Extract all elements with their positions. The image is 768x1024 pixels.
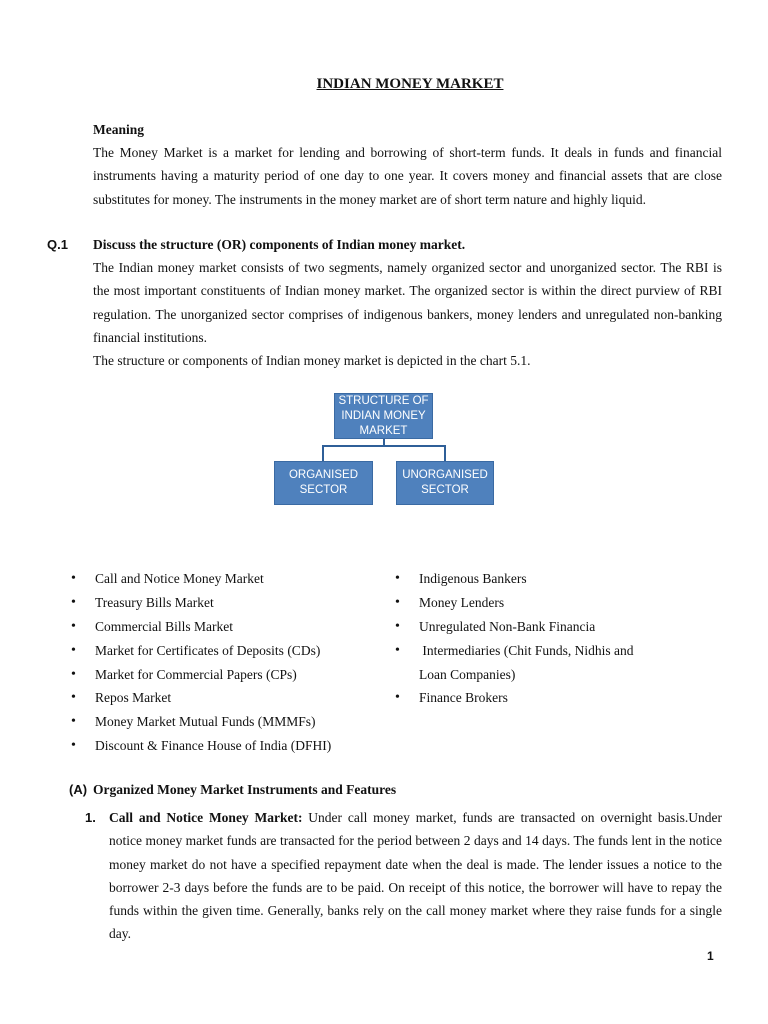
list-item: • Money Lenders <box>395 591 633 615</box>
item-text: Under call money market, funds are transacted on overnight basis.Under notice money market funds are transacted for the period between 2 days and 14 days. The funds lent in the notice money market do not have a specified repayment date when the deal is made. The lender issues a notice to the borrower 2-3 days before the funds are to be paid. On receipt of this notice, the borrower will have to repay the funds within the given time. Generally, banks rely on the call money market where they raise funds for a single day. <box>109 810 723 942</box>
list-item: • Treasury Bills Market <box>71 591 331 615</box>
page-number: 1 <box>707 949 714 963</box>
diagram-connector <box>444 445 446 461</box>
item-paragraph <box>109 806 722 946</box>
list-item: • Indigenous Bankers <box>395 567 633 591</box>
question-label: Q.1 <box>47 237 68 252</box>
list-item: • Unregulated Non-Bank Financia <box>395 615 633 639</box>
list-item: • Commercial Bills Market <box>71 615 331 639</box>
diagram-organised-box: ORGANISED SECTOR <box>274 461 373 505</box>
list-item: • Money Market Mutual Funds (MMMFs) <box>71 710 331 734</box>
item-heading: Call and Notice Money Market: <box>109 810 303 825</box>
diagram-connector <box>322 445 445 447</box>
list-item: • Call and Notice Money Market <box>71 567 331 591</box>
meaning-heading: Meaning <box>93 122 145 137</box>
section-heading: Organized Money Market Instruments and Features <box>93 782 397 797</box>
list-item-continuation: Loan Companies) <box>419 666 516 682</box>
page-title: INDIAN MONEY MARKET <box>316 76 504 92</box>
list-item: • Repos Market <box>71 686 331 710</box>
section-label: (A) <box>69 782 88 797</box>
diagram-unorganised-box: UNORGANISED SECTOR <box>396 461 494 505</box>
list-item: • Finance Brokers <box>395 686 633 710</box>
list-item: • Market for Commercial Papers (CPs) <box>71 663 331 687</box>
chart-reference: The structure or components of Indian money market is depicted in the chart 5.1. <box>93 353 531 368</box>
list-item: • Intermediaries (Chit Funds, Nidhis and <box>395 639 633 663</box>
diagram-connector <box>322 445 324 461</box>
list-item: • Market for Certificates of Deposits (CDs) <box>71 639 331 663</box>
list-item: • Discount & Finance House of India (DFHI) <box>71 734 331 758</box>
organised-list <box>71 567 331 758</box>
question-text: Discuss the structure (OR) components of Indian money market. <box>93 237 466 252</box>
diagram-root-box: STRUCTURE OF INDIAN MONEY MARKET <box>334 393 433 439</box>
meaning-paragraph: The Money Market is a market for lending and borrowing of short-term funds. It deals in funds and financial instruments having a maturity period of one day to one year. It covers money and financial assets that are close substitutes for money. The instruments in the money market are of short term nature and highly liquid. <box>93 145 722 207</box>
item-number: 1. <box>85 810 96 825</box>
unorganised-list <box>395 567 633 710</box>
answer-paragraph: The Indian money market consists of two segments, namely organized sector and unorganized sector. The RBI is the most important constituents of Indian money market. The organized sector is within the direct purview of RBI regulation. The unorganized sector comprises of indigenous bankers, money lenders and unregulated non-banking financial institutions. <box>93 260 722 345</box>
